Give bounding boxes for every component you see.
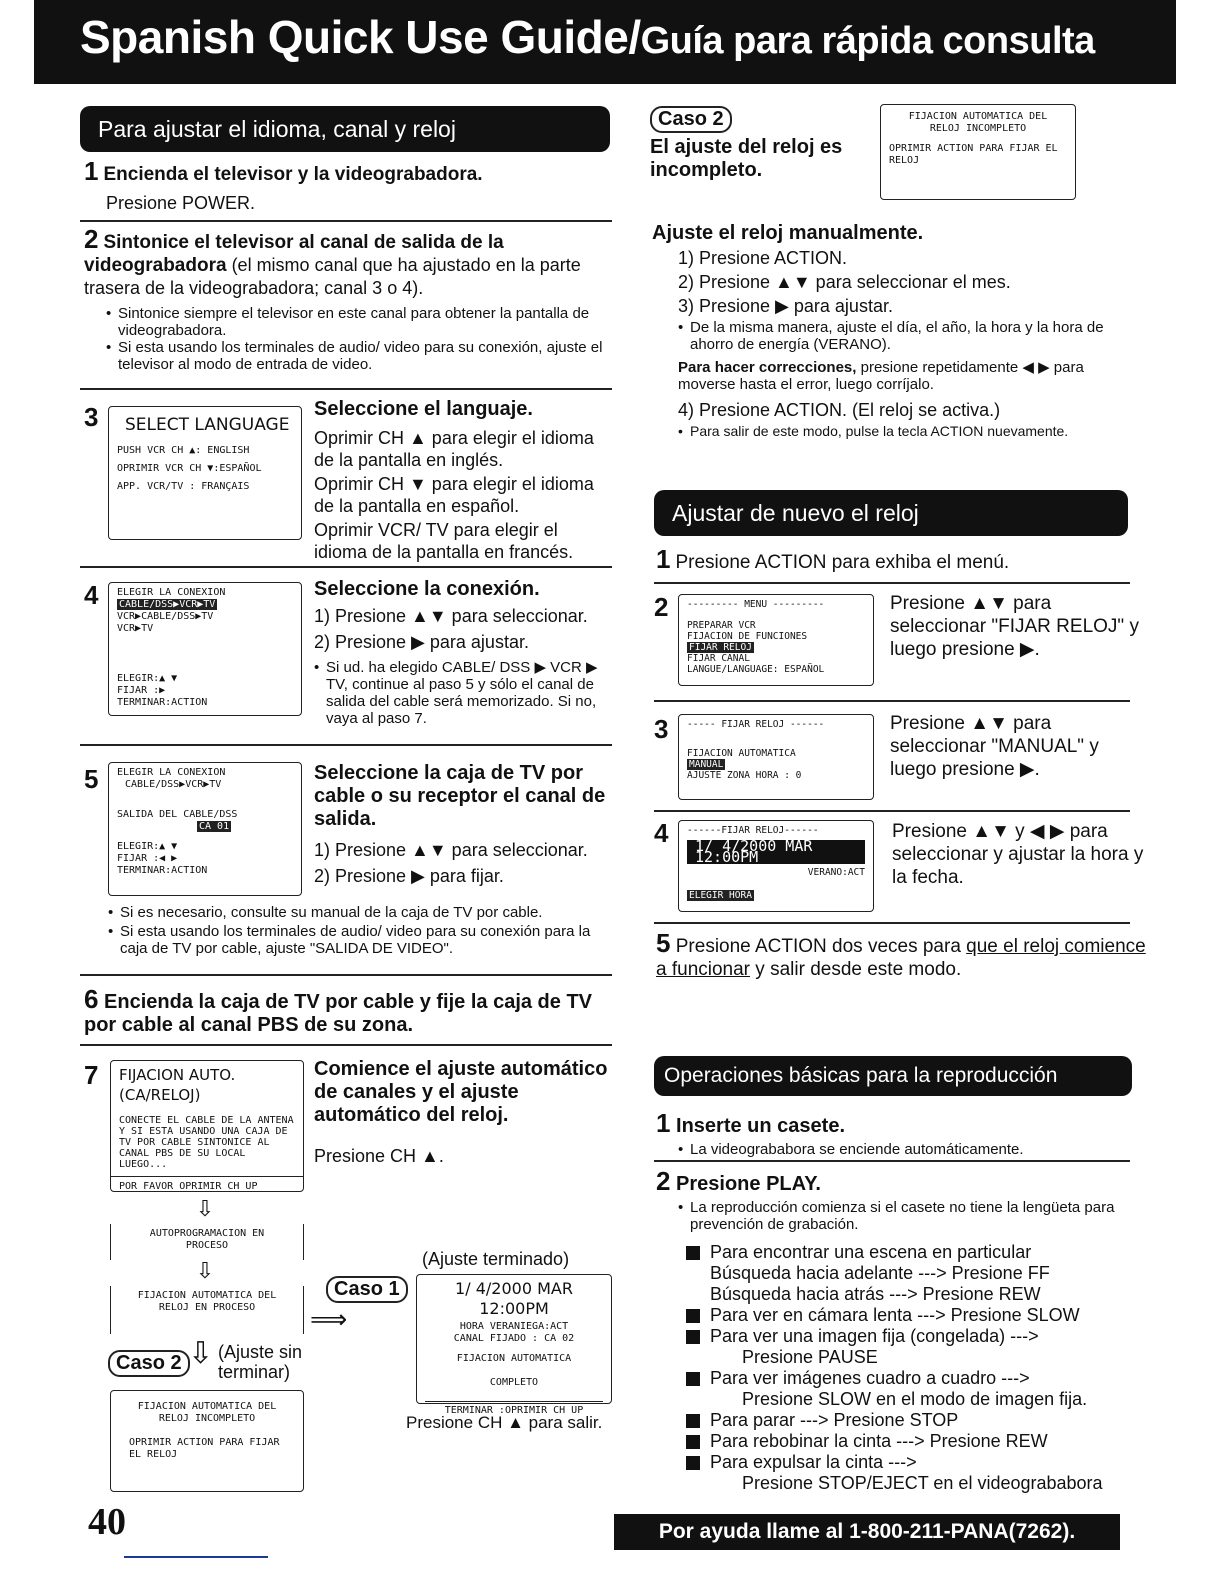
op-pause: Presione PAUSE bbox=[742, 1347, 878, 1367]
reset-step-2-text: Presione ▲▼ para seleccionar "FIJAR RELOJ" y luego presione ▶. bbox=[890, 593, 1139, 660]
step-4-text: Seleccione la conexión. 1) Presione ▲▼ para seleccionar. 2) Presione ▶ para ajustar. • Si ud. ha elegido CABLE/ DSS ▶ VCR ▶ TV, continue al paso 5 y sólo el canal de salida del cable será memorizado. Si no, vaya al paso 7. bbox=[314, 578, 620, 727]
reset-step-4-text: Presione ▲▼ y ◀ ▶ para seleccionar y ajustar la hora y la fecha. bbox=[892, 821, 1144, 888]
help-footer: Por ayuda llame al 1-800-211-PANA(7262). bbox=[614, 1514, 1120, 1550]
play-step-2: 2 Presione PLAY. • La reproducción comienza si el casete no tiene la lengüeta para prevención de grabación. bbox=[656, 1166, 1146, 1233]
arrow-down-icon: ⇩ bbox=[188, 1337, 214, 1370]
reset-step-3-number: 3 bbox=[654, 714, 669, 744]
caso-2-screen: FIJACION AUTOMATICA DEL RELOJ INCOMPLETO OPRIMIR ACTION PARA FIJAR EL RELOJ bbox=[110, 1390, 304, 1492]
reset-step-3-text: Presione ▲▼ para seleccionar "MANUAL" y luego presione ▶. bbox=[890, 713, 1099, 780]
reset-step-1: 1 Presione ACTION para exhiba el menú. bbox=[656, 544, 1010, 574]
play-step-1: 1 Inserte un casete. • La videogrababora se enciende automáticamente. bbox=[656, 1108, 1146, 1158]
reset-step-2-number: 2 bbox=[654, 592, 669, 622]
autoprogram-status: AUTOPROGRAMACION EN PROCESO bbox=[110, 1224, 304, 1260]
op-slow: Para ver en cámara lenta ---> Presione SLOW bbox=[686, 1305, 1156, 1326]
clock-incomplete-screen: FIJACION AUTOMATICA DEL RELOJ INCOMPLETO OPRIMIR ACTION PARA FIJAR EL RELOJ bbox=[880, 104, 1076, 200]
done-note: (Ajuste terminado) bbox=[422, 1249, 570, 1269]
section-band-reset-clock: Ajustar de nuevo el reloj bbox=[654, 490, 1128, 536]
section-band-playback: Operaciones básicas para la reproducción bbox=[654, 1056, 1132, 1096]
connection-screen: ELEGIR LA CONEXION CABLE/DSS▶VCR▶TV VCR▶CABLE/DSS▶TV VCR▶TV ELEGIR:▲ ▼ FIJAR :▶ TERMINAR:ACTION bbox=[108, 582, 302, 716]
section-band-setup: Para ajustar el idioma, canal y reloj bbox=[80, 106, 610, 152]
playback-operations bbox=[686, 1242, 1156, 1494]
op-eject: Para expulsar la cinta ---> bbox=[686, 1452, 1156, 1473]
page-title: Spanish Quick Use Guide/Guía para rápida consulta bbox=[80, 11, 1095, 63]
reset-step-4-number: 4 bbox=[654, 818, 669, 848]
arrow-down-icon: ⇩ bbox=[195, 1258, 215, 1283]
op-frame-slow: Presione SLOW en el modo de imagen fija. bbox=[742, 1389, 1088, 1409]
step-3-text: Seleccione el languaje. Oprimir CH ▲ para elegir el idioma de la pantalla en inglés. Oprimir CH ▼ para elegir el idioma de la pantalla en español. Oprimir VCR/ TV para elegir el idioma de la pantalla en francés. bbox=[314, 398, 594, 562]
select-language-screen: SELECT LANGUAGE PUSH VCR CH ▲: ENGLISH OPRIMIR VCR CH ▼:ESPAÑOL APP. VCR/TV : FRANÇAIS bbox=[108, 406, 302, 540]
caso-2-note: (Ajuste sin terminar) bbox=[218, 1342, 303, 1382]
op-frame: Para ver imágenes cuadro a cuadro ---> bbox=[686, 1368, 1156, 1389]
arrow-right-icon: ⟹ bbox=[310, 1304, 348, 1334]
step-7-text: Comience el ajuste automático de canales y el ajuste automático del reloj. Presione CH ▲. bbox=[314, 1058, 608, 1166]
op-eject-detail: Presione STOP/EJECT en el videogrababora bbox=[742, 1473, 1103, 1493]
divider bbox=[124, 1556, 268, 1558]
op-still: Para ver una imagen fija (congelada) ---> bbox=[686, 1326, 1156, 1347]
op-forward: Búsqueda hacia adelante ---> Presione FF bbox=[710, 1263, 1050, 1283]
auto-clock-status: FIJACION AUTOMATICA DEL RELOJ EN PROCESO bbox=[110, 1286, 304, 1334]
step-5-text: Seleccione la caja de TV por cable o su receptor el canal de salida. 1) Presione ▲▼ para seleccionar. 2) Presione ▶ para fijar. bbox=[314, 762, 606, 886]
op-rewind-search: Búsqueda hacia atrás ---> Presione REW bbox=[710, 1284, 1041, 1304]
reset-step-5: 5 Presione ACTION dos veces para que el reloj comience a funcionar y salir desde este modo. bbox=[656, 928, 1146, 980]
step-2: 2 Sintonice el televisor al canal de salida de la videograbadora (el mismo canal que ha ajustado en la parte trasera de la videograbadora; canal 3 o 4). • Sintonice siempre el televisor en este canal para obtener la pantalla de videograbadora. • Si esta usando los terminales de audio/ video para su conexión, ajuste el televisor al modo de entrada de video. bbox=[84, 228, 614, 373]
caso-2-badge: Caso 2 bbox=[108, 1350, 190, 1377]
cable-output-screen: ELEGIR LA CONEXION CABLE/DSS▶VCR▶TV SALIDA DEL CABLE/DSS CA 01 ELEGIR:▲ ▼ FIJAR :◀ ▶ TERMINAR:ACTION bbox=[108, 762, 302, 896]
step-5-number: 5 bbox=[84, 764, 99, 794]
arrow-down-icon: ⇩ bbox=[195, 1196, 215, 1221]
page-header bbox=[34, 0, 1176, 84]
caso-2-badge: Caso 2 bbox=[650, 106, 732, 133]
caso-2-title: El ajuste del reloj es incompleto. bbox=[650, 136, 843, 181]
op-stop: Para parar ---> Presione STOP bbox=[686, 1410, 1156, 1431]
step-1: 1 Encienda el televisor y la videograbadora. Presione POWER. bbox=[84, 156, 483, 213]
done-exit: Presione CH ▲ para salir. bbox=[406, 1413, 603, 1432]
op-rewind: Para rebobinar la cinta ---> Presione REW bbox=[686, 1431, 1156, 1452]
manual-clock: Ajuste el reloj manualmente. 1) Presione ACTION. 2) Presione ▲▼ para seleccionar el mes. 3) Presione ▶ para ajustar. • De la misma manera, ajuste el día, el año, la hora y la hora de ahorro de energía (VERANO). Para hacer correcciones, presione repetidamente ◀ ▶ para moverse hasta el error, luego corríjalo. 4) Presione ACTION. (El reloj se activa.) • Para salir de este modo, pulse la tecla ACTION nuevamente. bbox=[652, 222, 1142, 439]
caso-1-badge: Caso 1 bbox=[326, 1276, 408, 1303]
step-7-number: 7 bbox=[84, 1060, 99, 1090]
step-4-number: 4 bbox=[84, 580, 99, 610]
step-3-number: 3 bbox=[84, 402, 99, 432]
step-5-notes: • Si es necesario, consulte su manual de la caja de TV por cable. • Si esta usando los terminales de audio/ video para su conexión para la caja de TV por cable, ajuste "SALIDA DE VIDEO". bbox=[108, 904, 614, 957]
step-6: 6 Encienda la caja de TV por cable y fije la caja de TV por cable al canal PBS de su zona. bbox=[84, 984, 593, 1036]
done-screen: 1/ 4/2000 MAR 12:00PM HORA VERANIEGA:ACT CANAL FIJADO : CA 02 FIJACION AUTOMATICA COMPLETO TERMINAR :OPRIMIR CH UP bbox=[416, 1274, 612, 1404]
op-find-scene: Para encontrar una escena en particular bbox=[686, 1242, 1156, 1263]
menu-screen: --------- MENU --------- PREPARAR VCR FIJACION DE FUNCIONES FIJAR RELOJ FIJAR CANAL LANGUE/LANGUAGE: ESPAÑOL bbox=[678, 594, 874, 686]
auto-setup-screen: FIJACION AUTO. (CA/RELOJ) CONECTE EL CABLE DE LA ANTENA Y SI ESTA USANDO UNA CAJA DE TV POR CABLE SINTONICE AL CANAL PBS DE SU LOCAL LUEGO... POR FAVOR OPRIMIR CH UP bbox=[110, 1060, 304, 1192]
set-clock-screen: ----- FIJAR RELOJ ------ FIJACION AUTOMATICA MANUAL AJUSTE ZONA HORA : 0 bbox=[678, 714, 874, 800]
page-number: 40 bbox=[88, 1501, 126, 1543]
manual-clock-screen: ------FIJAR RELOJ------ 1/ 4/2000 MAR 12:00PM VERANO:ACT ELEGIR HORA bbox=[678, 820, 874, 912]
